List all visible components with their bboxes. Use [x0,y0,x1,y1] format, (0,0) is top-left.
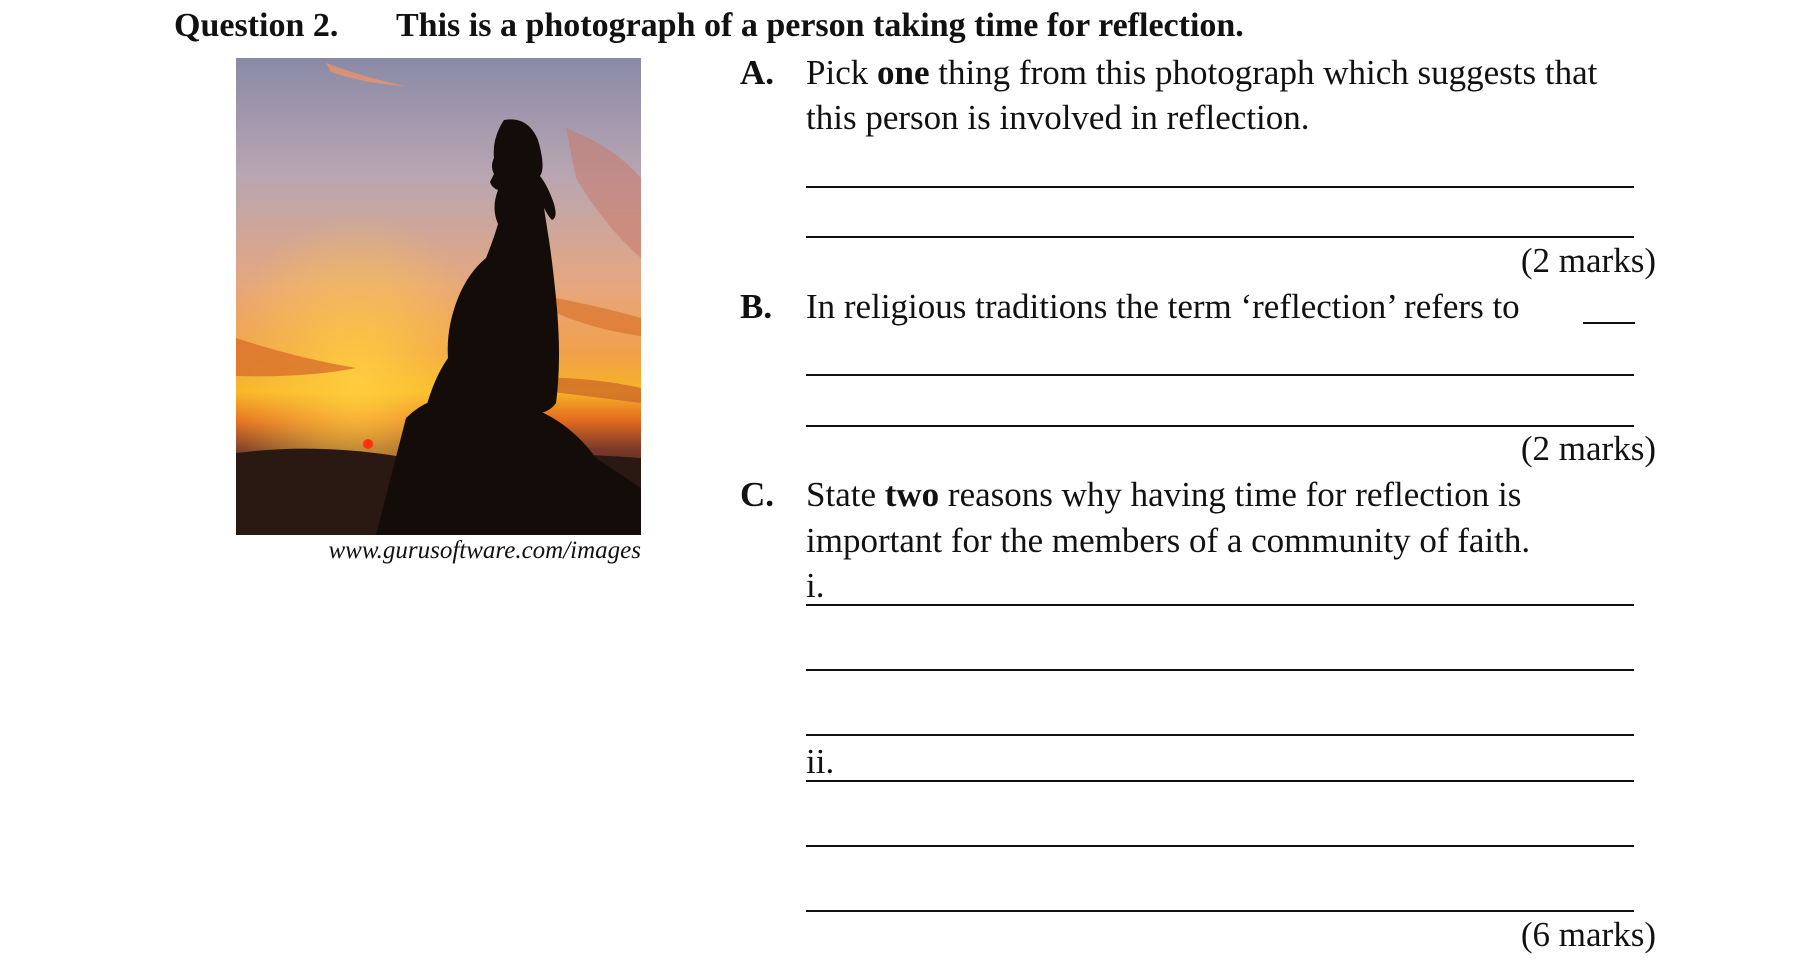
part-c-ii-answer-line-1[interactable] [806,780,1634,782]
question-number: Question 2. [174,7,339,44]
part-b-marks: (2 marks) [1520,429,1656,468]
part-a-text-post: thing from this photograph which suggests that [929,53,1598,92]
part-c-sub-ii: ii. [806,742,835,781]
part-c-sub-i: i. [806,566,825,605]
part-b-answer-line-1[interactable] [806,374,1634,376]
part-c-text-pre: State [806,475,885,514]
part-a-text-pre: Pick [806,53,877,92]
part-c-i-answer-line-3[interactable] [806,734,1634,736]
part-a-text-line2: this person is involved in reflection. [806,98,1310,137]
part-c-text-post: reasons why having time for reflection is [939,475,1522,514]
part-a-answer-line-2[interactable] [806,236,1634,238]
photo-caption: www.gurusoftware.com/images [328,537,641,564]
part-c-i-answer-line-1[interactable] [806,604,1634,606]
part-c-marks: (6 marks) [1520,915,1656,954]
part-a-emphasis: one [876,53,930,92]
sun [363,439,373,449]
part-a-answer-line-1[interactable] [806,186,1634,188]
part-c-ii-answer-line-3[interactable] [806,910,1634,912]
question-prompt: This is a photograph of a person taking time for reflection. [396,7,1244,44]
part-c-text-line2: important for the members of a community of faith. [806,521,1531,560]
part-c-emphasis: two [884,475,940,514]
part-b-answer-line-2[interactable] [806,425,1634,427]
part-c-text-line1 [806,472,1521,518]
part-b-text: In religious traditions the term ‘reflection’ refers to [806,287,1520,326]
part-a-letter: A. [740,53,775,92]
sunset-silhouette-photo [236,58,641,535]
part-c-i-answer-line-2[interactable] [806,669,1634,671]
question-heading [174,6,1244,46]
part-c-ii-answer-line-2[interactable] [806,845,1634,847]
part-c-letter: C. [740,475,775,514]
part-b-letter: B. [740,287,773,326]
part-a-text-line1 [806,50,1597,96]
part-b-answer-line-start[interactable] [1583,322,1635,324]
part-a-marks: (2 marks) [1520,241,1656,280]
